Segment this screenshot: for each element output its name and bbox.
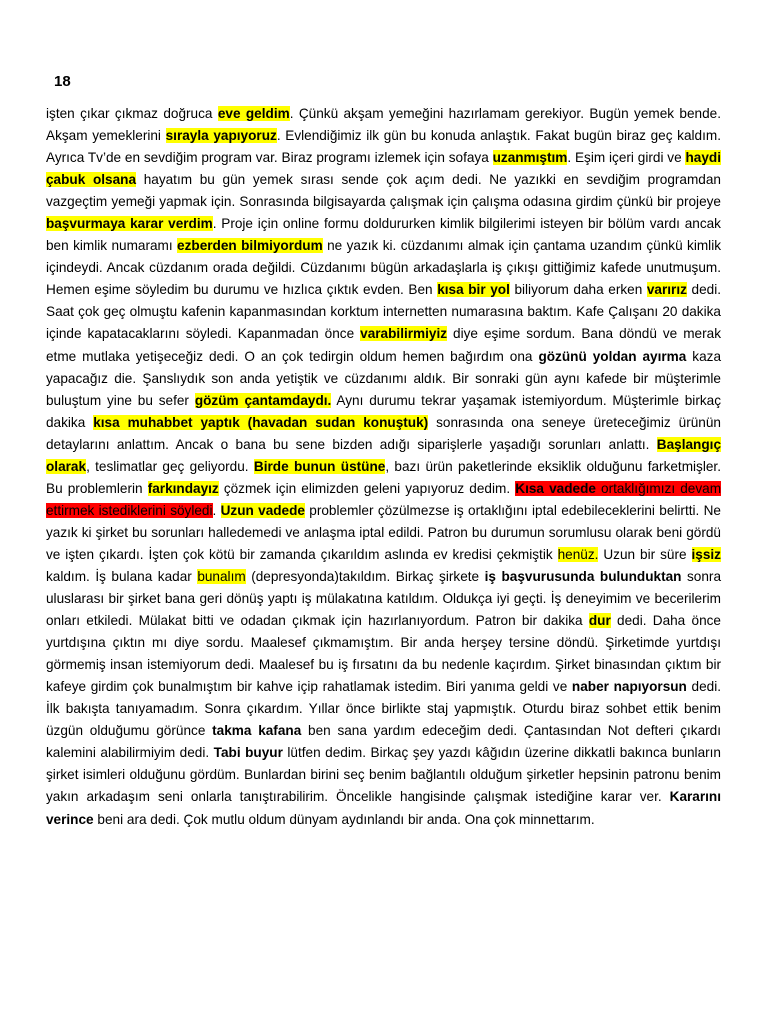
page-number: 18	[54, 73, 71, 90]
text-run: .	[212, 502, 221, 518]
bold-phrase: naber napıyorsun	[571, 679, 687, 695]
text-run: sonra uluslarası bir şirket bana geri dönüş yaptı iş mülakatına katıldım. Oldukça iyi geçti. İş deneyimim ve becerilerim onları etkiledi. Mülakat bitti ve odadan çıkmak için hazırlanıyordum. Patron bir dakika	[46, 568, 722, 629]
text-run: . Evlendiğimiz ilk gün bu konuda anlaştık. Fakat bugün biraz geç kaldım. Ayrıca Tv’de en sevdiğim program var. Biraz programı izlemek için sofaya	[46, 128, 721, 166]
highlighted-phrase: işsiz	[691, 546, 721, 562]
text-run: beni ara dedi. Çok mutlu oldum dünyam aydınlandı bir anda. Ona çok minnettarım.	[93, 811, 595, 827]
text-run: Aynı durumu tekrar yaşamak istemiyordum. Müşterimle birkaç dakika	[46, 392, 722, 430]
text-run: dedi. İlk bakışta tanıyamadım. Sonra çıkardım. Yıllar önce birlikte staj yapmıştık. Oturdu biraz sohbet ettik benim üzgün olduğumu görünce	[46, 679, 722, 739]
text-run: , teslimatlar geç geliyordu.	[86, 458, 254, 474]
bold-phrase: takma kafana	[212, 723, 302, 739]
highlighted-phrase: ezberden bilmiyordum	[177, 238, 323, 254]
highlighted-phrase: varabilirmiyiz	[360, 326, 448, 342]
text-run: kaza yapacağız die. Şanslıydık son anda yetiştik ve cüzdanımı aldık. Bir sonraki gün aynı kafede bir müşterimle buluştum yine bu sefer	[46, 348, 722, 408]
highlighted-phrase: Başlangıç olarak	[46, 436, 721, 474]
text-run: çözmek için elimizden geleni yapıyoruz dedim.	[218, 480, 516, 496]
text-run: biliyorum daha erken	[509, 282, 647, 298]
text-run: problemler çözülmezse iş ortaklığını iptal edebileceklerini belirtti. Ne yazık ki şirket bu sorunları halledemedi ve anlaşma iptal edildi. Patron bu durumun sorumlusu olarak beni gördü ve işten çıkardı. İşten çok kötü bir zamanda çıkarıldım aslında ev kredisi çekmiştik	[46, 502, 721, 562]
highlighted-phrase: Uzun vadede	[220, 502, 305, 518]
text-run: Uzun bir süre	[598, 546, 692, 562]
highlighted-phrase: haydi çabuk olsana	[46, 150, 721, 188]
text-run: (depresyonda)takıldım. Birkaç şirkete	[245, 568, 485, 584]
text-run: dedi. Saat çok geç olmuştu kafenin kapanmasından korktum internetten numarasına baktım. Kafe Çalışanı 20 dakika içinde kapatacaklarını söyledi. Kapanmadan önce	[46, 282, 721, 342]
bold-phrase: Tabi buyur	[213, 745, 283, 761]
bold-phrase: Kararını verince	[46, 789, 721, 827]
highlighted-phrase: farkındayız	[147, 480, 219, 496]
red-highlighted-phrase: Kısa vadede	[515, 480, 596, 496]
text-run: . Proje için online formu doldururken kimlik bilgilerimi isteyen bir bölüm vardı ancak ben kimlik numaramı	[46, 216, 721, 254]
highlighted-phrase: kısa bir yol	[437, 282, 510, 298]
red-highlighted-phrase: ortaklığımızı devam ettirmek istediklerini söyledi	[46, 480, 722, 518]
text-run: . Eşim içeri girdi ve	[567, 150, 686, 166]
highlighted-phrase: gözüm çantamdaydı.	[194, 392, 332, 408]
highlighted-phrase: eve geldim	[217, 106, 290, 121]
bold-phrase: gözünü yoldan ayırma	[538, 348, 687, 364]
text-run: işten çıkar çıkmaz doğruca	[46, 106, 218, 121]
text-run: hayatım bu gün yemek sırası sende çok açım dedi. Ne yazıkki en sevdiğim programdan vazgeçtim yemeği yapmak için. Sonrasında bilgisayarda çalışmak için çalışma odasına girdim çünkü bir projeye	[46, 172, 721, 210]
highlighted-phrase: başvurmaya karar verdim	[46, 216, 213, 232]
bold-phrase: iş başvurusunda bulunduktan	[484, 568, 682, 584]
text-run: dedi. Daha önce yurtdışına çıktın mı diye sordu. Maalesef çıkmamıştım. Bir anda herşey tersine döndü. Şirketimde yurtdışı görmemiş insan istemiyorum dedi. Maalesef bu iş fırsatını da bu nedenle kaçırdım. Şirket binasından çıktım bir kafeye girdim çok bunalmıştım bir kahve içip rahatlamak istedim. Biri yanıma geldi ve	[46, 613, 721, 695]
text-run: ne yazık ki. cüzdanımı almak için çantama uzandım çünkü kimlik içindeydi. Ancak cüzdanım orada değildi. Cüzdanımı bügün arkadaşlarla iş çıkışı gittiğimiz kafede unutmuşum. Hemen eşime söyledim bu durumu ve hızlıca çıktık evden. Ben	[46, 238, 722, 298]
text-run: diye eşime sordum. Bana döndü ve merak etme mutlaka yetişeceğiz dedi. O an çok tedirgin oldum hemen bağırdım ona	[46, 326, 721, 364]
highlighted-phrase: dur	[588, 613, 611, 629]
highlighted-phrase: uzanmıştım	[492, 150, 568, 166]
story-paragraph	[46, 103, 721, 831]
text-run: ben sana yardım edeceğim dedi. Çantasından Not defteri çıkardı kalemini alabilirmiyim dedi.	[46, 723, 721, 761]
highlighted-phrase: Birde bunun üstüne	[253, 458, 386, 474]
text-run: sonrasında ona seneye üreteceğimiz ürünün detaylarını anlattım. Ancak o bana bu sene bizden adığı siparişlerle yaşadığı sorunları anlattı.	[46, 414, 721, 452]
highlighted-phrase: kısa muhabbet yaptık (havadan sudan konuştuk)	[93, 414, 429, 430]
text-run: . Çünkü akşam yemeğini hazırlamam gerekiyor. Bugün yemek bende. Akşam yemeklerini	[46, 106, 722, 144]
highlighted-phrase: henüz.	[557, 546, 599, 562]
text-run: lütfen dedim. Birkaç şey yazdı kâğıdın üzerine dikkatli bakınca bunların şirket isimleri olduğunu gördüm. Bunlardan birini seç benim bağlantılı olduğum şirketler hepsinin patronu benim yakın arkadaşım seni onlarla tanıştırabilirim. Öncelikle hangisinde çalışmak istediğine karar ver.	[46, 745, 721, 805]
highlighted-phrase: sırayla yapıyoruz	[165, 128, 277, 144]
highlighted-phrase: bunalım	[197, 568, 246, 584]
text-run: kaldım. İş bulana kadar	[46, 568, 198, 584]
highlighted-phrase: varırız	[646, 282, 687, 298]
text-run: , bazı ürün paketlerinde eksiklik olduğunu farketmişler. Bu problemlerin	[46, 458, 721, 496]
